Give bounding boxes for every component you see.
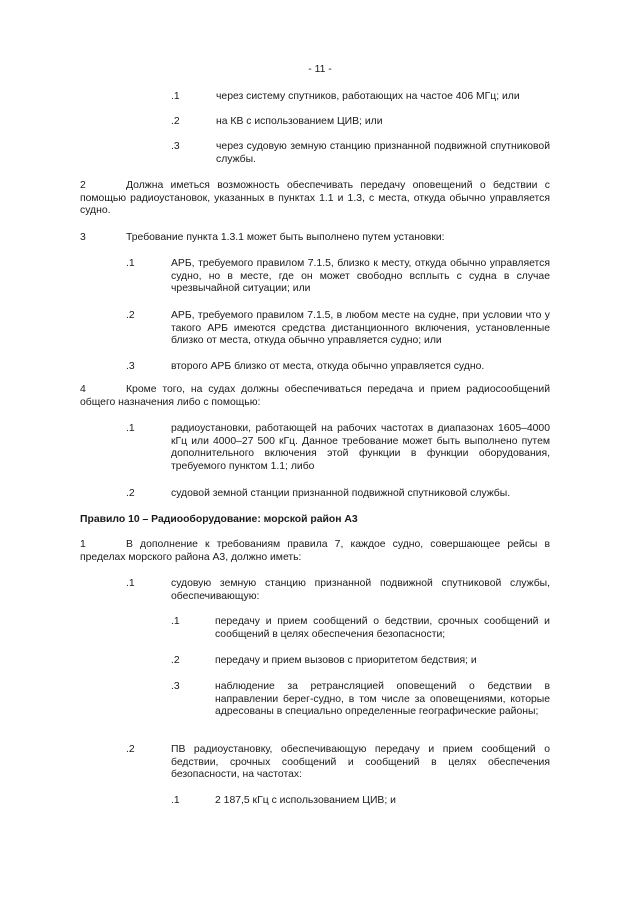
paragraph-number: 3	[80, 232, 86, 243]
list-item-text: через систему спутников, работающих на частое 406 МГц; или	[216, 91, 520, 102]
sub-item-number: .3	[171, 681, 180, 692]
list-item-number: .2	[126, 744, 135, 755]
section-heading: Правило 10 – Радиооборудование: морской район А3	[80, 514, 358, 525]
paragraph-text: Кроме того, на судах должны обеспечиваться передача и прием радиосообщений общего назначения либо с помощью:	[80, 384, 550, 408]
page-number: - 11 -	[308, 64, 332, 75]
list-item-number: .2	[171, 116, 180, 127]
sub-item-text: передачу и прием вызовов с приоритетом бедствия; и	[215, 655, 477, 666]
list-item-number: .2	[126, 488, 135, 499]
paragraph-text: В дополнение к требованиям правила 7, каждое судно, совершающее рейсы в пределах морского района А3, должно иметь:	[80, 539, 550, 563]
list-item-number: .3	[126, 361, 135, 372]
sub-item-text: передачу и прием сообщений о бедствии, срочных сообщений и сообщений в целях обеспечения безопасности;	[215, 616, 550, 640]
paragraph-number: 1	[80, 539, 86, 550]
list-item-number: .1	[126, 578, 135, 589]
list-item-number: .1	[126, 258, 135, 269]
paragraph-text: Требование пункта 1.3.1 может быть выполнено путем установки:	[126, 232, 445, 243]
list-item-text: ПВ радиоустановку, обеспечивающую передачу и прием сообщений о бедствии, срочных сообщений и сообщений в целях обеспечения безопасности, на частотах:	[171, 744, 550, 781]
paragraph-number: 4	[80, 384, 86, 395]
sub-item-number: .1	[171, 616, 180, 627]
list-item-text: на КВ с использованием ЦИВ; или	[216, 116, 383, 127]
list-item-text: АРБ, требуемого правилом 7.1.5, в любом месте на судне, при условии что у такого АРБ имеются средства дистанционного включения, установленные близко от места, откуда обычно управляется судно; или	[171, 310, 550, 347]
list-item-text: АРБ, требуемого правилом 7.1.5, близко к месту, откуда обычно управляется судно, но в месте, где он может свободно всплыть с судна в случае чрезвычайной ситуации; или	[171, 258, 550, 295]
sub-item-number: .1	[171, 795, 180, 806]
paragraph-text: Должна иметься возможность обеспечивать передачу оповещений о бедствии с помощью радиоустановок, указанных в пунктах 1.1 и 1.3, с места, откуда обычно управляется судно.	[80, 180, 550, 217]
sub-item-text: наблюдение за ретрансляцией оповещений о бедствии в направлении берег-судно, в том числе за оповещениями, которые адресованы в специально определенные географические районы;	[215, 681, 550, 718]
list-item-number: .1	[126, 423, 135, 434]
list-item-text: через судовую земную станцию признанной подвижной спутниковой службы.	[216, 141, 550, 165]
list-item-text: радиоустановки, работающей на рабочих частотах в диапазонах 1605–4000 кГц или 4000–27 500 кГц. Данное требование может быть выполнено путем дополнительного включения этой функции в функции оборудования, требуемого пунктом 1.1; либо	[171, 423, 550, 472]
paragraph-number: 2	[80, 180, 86, 191]
list-item-text: второго АРБ близко от места, откуда обычно управляется судно.	[171, 361, 485, 372]
list-item-number: .3	[171, 141, 180, 152]
list-item-text: судовую земную станцию признанной подвижной спутниковой службы, обеспечивающую:	[171, 578, 550, 602]
list-item-number: .2	[126, 310, 135, 321]
sub-item-text: 2 187,5 кГц с использованием ЦИВ; и	[215, 795, 396, 806]
sub-item-number: .2	[171, 655, 180, 666]
list-item-text: судовой земной станции признанной подвижной спутниковой службы.	[171, 488, 511, 499]
list-item-number: .1	[171, 91, 180, 102]
